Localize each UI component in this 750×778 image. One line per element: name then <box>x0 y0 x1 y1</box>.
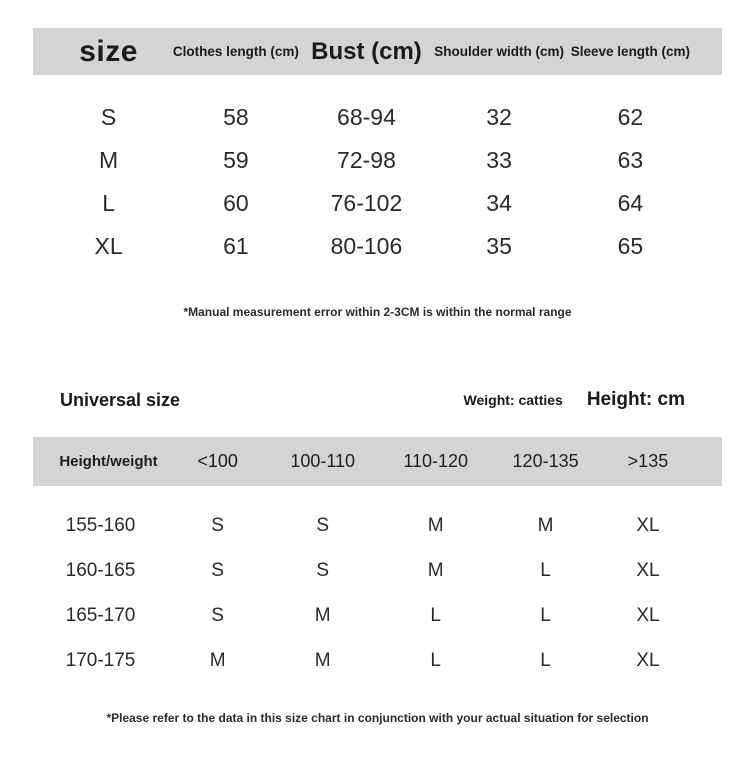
size-table-header-clothes-length: Clothes length (cm) <box>172 44 299 59</box>
height-unit-label: Height: cm <box>586 389 685 410</box>
header-weight-120-135: 120-135 <box>512 451 579 471</box>
size-label: L <box>102 190 115 216</box>
sleeve-length: 64 <box>617 190 644 216</box>
size-table-header-bust: Bust (cm) <box>311 37 422 65</box>
table-row <box>33 548 722 593</box>
shoulder-width: 35 <box>486 233 512 259</box>
bust-range: 76-102 <box>330 190 403 216</box>
bust-range: 80-106 <box>330 233 403 259</box>
recommended-size: XL <box>636 559 660 581</box>
shoulder-width: 33 <box>486 147 512 173</box>
table-row <box>33 182 722 225</box>
clothes-length: 60 <box>223 190 249 216</box>
universal-table-header-row <box>33 437 722 486</box>
sleeve-length: 62 <box>617 104 644 130</box>
height-range: 165-170 <box>65 604 136 626</box>
recommended-size: S <box>316 514 330 536</box>
recommended-size: M <box>427 514 444 536</box>
bust-range: 72-98 <box>337 147 396 173</box>
table-row <box>33 638 722 683</box>
table-row <box>33 593 722 638</box>
sleeve-length: 65 <box>617 233 644 259</box>
size-table-header-sleeve-length: Sleeve length (cm) <box>570 44 691 59</box>
recommended-size: L <box>540 649 551 671</box>
table-row <box>33 139 722 182</box>
recommended-size: L <box>430 604 441 626</box>
size-label: S <box>100 104 117 130</box>
header-weight-100-110: 100-110 <box>290 451 356 471</box>
clothes-length: 58 <box>223 104 249 130</box>
recommended-size: S <box>211 514 224 536</box>
size-table-body <box>33 96 722 268</box>
height-range: 160-165 <box>65 559 136 581</box>
recommended-size: XL <box>636 604 660 626</box>
size-measurement-table <box>33 28 722 319</box>
height-range: 155-160 <box>65 514 136 536</box>
recommended-size: M <box>427 559 444 581</box>
header-weight-lt100: <100 <box>197 451 238 471</box>
header-weight-110-120: 110-120 <box>403 451 469 471</box>
recommended-size: S <box>211 559 224 581</box>
recommended-size: XL <box>636 649 660 671</box>
height-range: 170-175 <box>65 649 136 671</box>
sleeve-length: 63 <box>617 147 644 173</box>
clothes-length: 61 <box>223 233 249 259</box>
universal-size-title: Universal size <box>60 389 181 410</box>
weight-unit-label: Weight: catties <box>463 392 563 408</box>
size-label: XL <box>94 233 123 259</box>
size-table-header-shoulder-width: Shoulder width (cm) <box>434 44 564 59</box>
selection-advice-note: *Please refer to the data in this size chart in conjunction with your actual situation for selection <box>106 711 649 725</box>
table-row <box>33 503 722 548</box>
universal-size-heading-row <box>33 389 722 411</box>
recommended-size: M <box>314 604 331 626</box>
measurement-error-note: *Manual measurement error within 2-3CM is within the normal range <box>183 305 572 319</box>
size-table-header-row <box>33 28 722 75</box>
bust-range: 68-94 <box>337 104 396 130</box>
size-table-header-size: size <box>79 34 138 68</box>
header-height-weight: Height/weight <box>59 453 158 470</box>
recommended-size: L <box>430 649 441 671</box>
recommended-size: M <box>314 649 331 671</box>
clothes-length: 59 <box>223 147 249 173</box>
shoulder-width: 34 <box>486 190 512 216</box>
shoulder-width: 32 <box>486 104 512 130</box>
table-row <box>33 225 722 268</box>
table-row <box>33 96 722 139</box>
recommended-size: S <box>316 559 330 581</box>
recommended-size: S <box>211 604 224 626</box>
recommended-size: M <box>537 514 554 536</box>
header-weight-gt135: >135 <box>627 451 669 471</box>
universal-table-body <box>33 503 722 683</box>
size-label: M <box>99 147 119 173</box>
recommended-size: M <box>209 649 226 671</box>
recommended-size: L <box>540 559 551 581</box>
recommended-size: L <box>540 604 551 626</box>
recommended-size: XL <box>636 514 660 536</box>
universal-size-table <box>33 389 722 725</box>
